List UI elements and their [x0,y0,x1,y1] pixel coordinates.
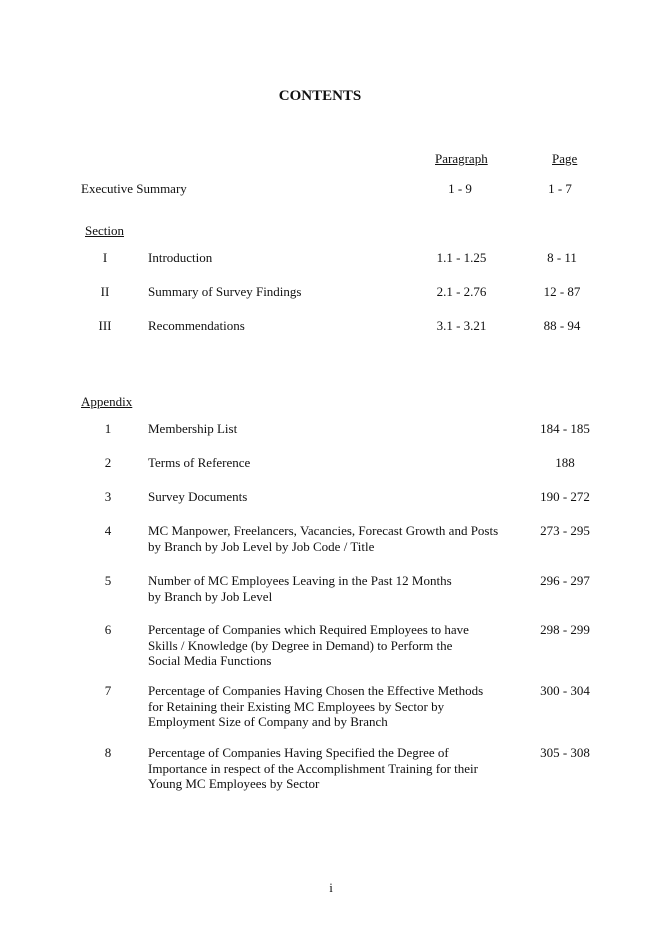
page-column-header: Page [552,151,578,166]
appendix-number: 4 [104,523,112,538]
appendix-title-line: Employment Size of Company and by Branch [148,714,388,729]
page-title: CONTENTS [278,88,362,104]
appendix-page: 190 - 272 [540,489,590,504]
appendix-title-line: Percentage of Companies Having Chosen the Effective Methods [148,683,484,698]
appendix-title-line: Importance in respect of the Accomplishment Training for their [148,760,478,776]
appendix-page: 188 [555,455,575,470]
appendix-page: 273 - 295 [540,523,590,538]
appendix-number: 5 [104,573,112,588]
section-title: Recommendations [148,318,245,333]
appendix-title [148,421,518,437]
appendix-number: 1 [104,421,112,436]
appendix-page: 298 - 299 [540,622,590,637]
section-paragraph: 1.1 - 1.25 [436,250,487,265]
appendix-page: 184 - 185 [540,421,590,436]
appendix-title-line: Membership List [148,421,238,436]
section-number: III [98,318,112,333]
executive-summary-paragraph: 1 - 9 [448,181,472,196]
appendix-title-line: MC Manpower, Freelancers, Vacancies, Forecast Growth and Posts [148,523,499,538]
appendix-number: 7 [104,683,112,698]
appendix-page: 300 - 304 [540,683,590,698]
appendix-title [148,573,518,604]
paragraph-column-header: Paragraph [435,151,488,166]
appendix-title-line: Terms of Reference [148,455,251,470]
appendix-number: 6 [104,622,112,637]
appendix-page: 296 - 297 [540,573,590,588]
section-heading: Section [85,223,124,238]
appendix-title-line: Number of MC Employees Leaving in the Past 12 Months [148,573,452,588]
appendix-heading: Appendix [81,394,133,409]
appendix-number: 8 [104,745,112,760]
appendix-title-line: by Branch by Job Level [148,588,273,604]
appendix-title-line: by Branch by Job Level by Job Code / Title [148,538,375,554]
section-paragraph: 3.1 - 3.21 [436,318,487,333]
executive-summary-page: 1 - 7 [548,181,572,196]
executive-summary-label: Executive Summary [81,181,187,196]
section-page: 12 - 87 [543,284,581,299]
appendix-page: 305 - 308 [540,745,590,760]
appendix-title [148,745,518,792]
appendix-title [148,523,518,554]
appendix-title-line: Percentage of Companies Having Specified the Degree of [148,745,449,760]
appendix-title-line: Social Media Functions [148,653,272,668]
appendix-title [148,455,518,471]
section-title: Summary of Survey Findings [148,284,302,299]
appendix-number: 3 [104,489,112,504]
section-page: 8 - 11 [547,250,577,265]
section-title: Introduction [148,250,213,265]
appendix-title-line: Young MC Employees by Sector [148,776,320,791]
appendix-title-line: Skills / Knowledge (by Degree in Demand) to Perform the [148,637,453,653]
appendix-title [148,489,518,505]
section-paragraph: 2.1 - 2.76 [436,284,487,299]
appendix-title [148,622,518,669]
appendix-title-line: for Retaining their Existing MC Employees by Sector by [148,698,445,714]
appendix-title [148,683,518,730]
appendix-number: 2 [104,455,112,470]
appendix-title-line: Survey Documents [148,489,248,504]
section-number: I [102,250,108,265]
section-page: 88 - 94 [543,318,581,333]
page-number-footer: i [329,880,333,895]
appendix-title-line: Percentage of Companies which Required Employees to have [148,622,469,637]
section-number: II [100,284,110,299]
